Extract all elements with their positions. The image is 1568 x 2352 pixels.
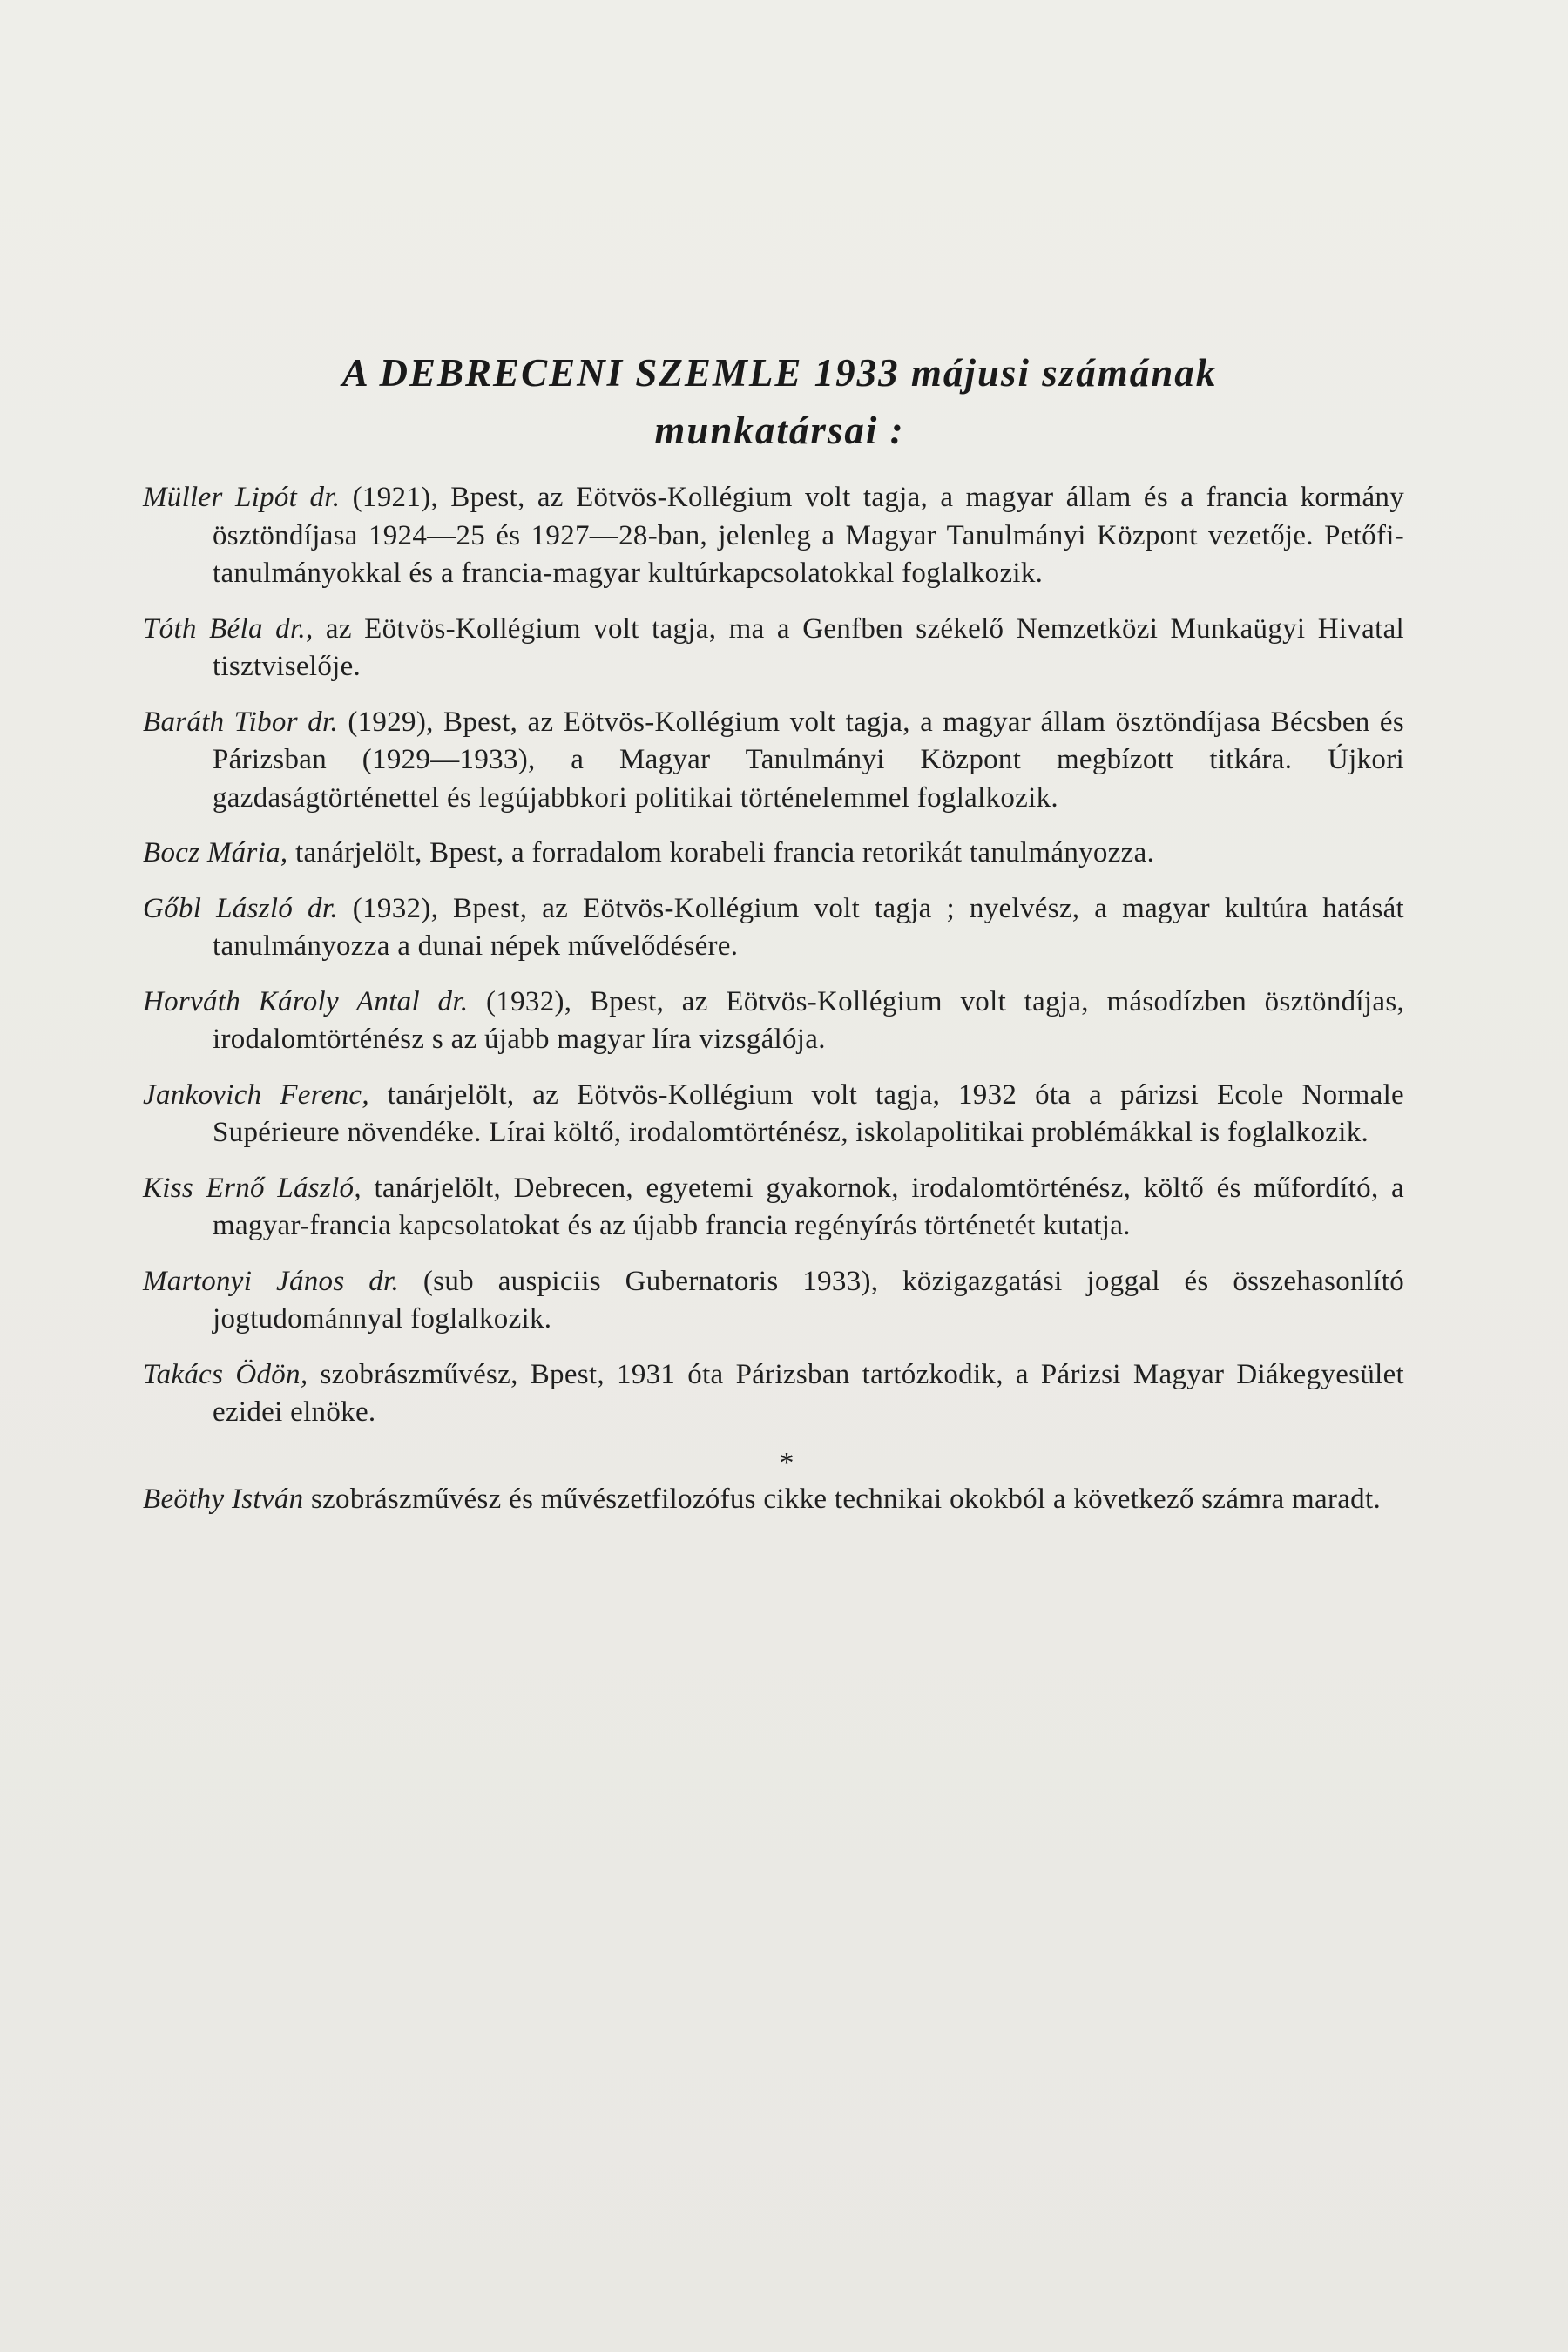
contributor-description: (1929), Bpest, az Eötvös-Kollégium volt tagja, a magyar állam ösztöndíjasa Bécsben és Párizsban (1929—1933), a Magyar Tanulmányi Központ megbízott titkára. Újkori gazdaságtörténettel és legújabbkori politikai történelemmel foglalkozik. [213,706,1404,814]
contributor-name: Horváth Károly Antal dr. [143,985,469,1017]
title-line-1: A DEBRECENI SZEMLE 1933 májusi számának [341,351,1218,395]
closing-note-text: szobrászművész és művészetfilozófus cikke technikai okokból a következő számra maradt. [303,1483,1381,1515]
contributor-list [143,479,1404,1536]
contributor-name: Takács Ödön, [143,1358,308,1390]
contributor-description: szobrászművész, Bpest, 1931 óta Párizsban tartózkodik, a Párizsi Magyar Diákegyesület ezidei elnöke. [213,1358,1404,1428]
contributor-entry [143,479,1404,593]
document-title [139,344,1420,459]
contributor-entry [143,890,1404,966]
contributor-name: Baráth Tibor dr. [143,706,339,738]
contributor-description: (sub auspiciis Gubernatoris 1933), közigazgatási joggal és összehasonlító jogtudománnyal foglalkozik. [213,1265,1405,1335]
contributor-description: (1932), Bpest, az Eötvös-Kollégium volt tagja, másodízben ösztöndíjas, irodalomtörténész s az újabb magyar líra vizsgálója. [213,985,1405,1055]
contributor-entry [143,835,1404,873]
contributor-name: Müller Lipót dr. [143,482,341,513]
contributor-name: Bocz Mária, [143,837,288,868]
section-separator: * [779,1446,794,1479]
contributor-name: Tóth Béla dr. [143,612,306,645]
contributor-entry [143,1077,1404,1152]
contributor-description: tanárjelölt, Debrecen, egyetemi gyakornok, irodalomtörténész, költő és műfordító, a magyar-francia kapcsolatokat és az újabb francia regényírás történetét kutatja. [213,1172,1405,1241]
contributor-name: Martonyi János dr. [143,1265,400,1297]
contributor-entry [143,704,1404,818]
contributor-name: Gőbl László dr. [143,892,338,924]
contributor-entry [143,1356,1404,1432]
closing-note-name: Beöthy István [143,1483,304,1515]
contributor-description: tanárjelölt, Bpest, a forradalom korabeli francia retorikát tanulmányozza. [287,837,1155,868]
contributor-description: tanárjelölt, az Eötvös-Kollégium volt tagja, 1932 óta a párizsi Ecole Normale Supérieure növendéke. Lírai költő, irodalomtörténész, iskolapolitikai problémákkal is foglalkozik. [213,1078,1404,1148]
contributor-name: Jankovich Ferenc, [143,1078,369,1111]
contributor-description: , az Eötvös-Kollégium volt tagja, ma a Genfben székelő Nemzetközi Munkaügyi Hivatal tisztviselője. [213,612,1404,682]
contributor-entry [143,1263,1404,1339]
contributor-entry [143,983,1404,1059]
contributor-entry [143,611,1404,686]
contributor-description: (1921), Bpest, az Eötvös-Kollégium volt tagja, a magyar állam és a francia kormány ösztöndíjasa 1924—25 és 1927—28-ban, jelenleg a Magyar Tanulmányi Központ vezetője. Petőfi-tanulmányokkal és a francia-magyar kultúrkapcsolatokkal foglalkozik. [213,482,1404,589]
contributor-entry [143,1170,1404,1246]
title-line-2: munkatársai : [654,409,905,452]
closing-note [143,1481,1404,1519]
contributor-description: (1932), Bpest, az Eötvös-Kollégium volt tagja ; nyelvész, a magyar kultúra hatását tanulmányozza a dunai népek művelődésére. [213,892,1405,962]
contributor-name: Kiss Ernő László, [143,1172,362,1204]
